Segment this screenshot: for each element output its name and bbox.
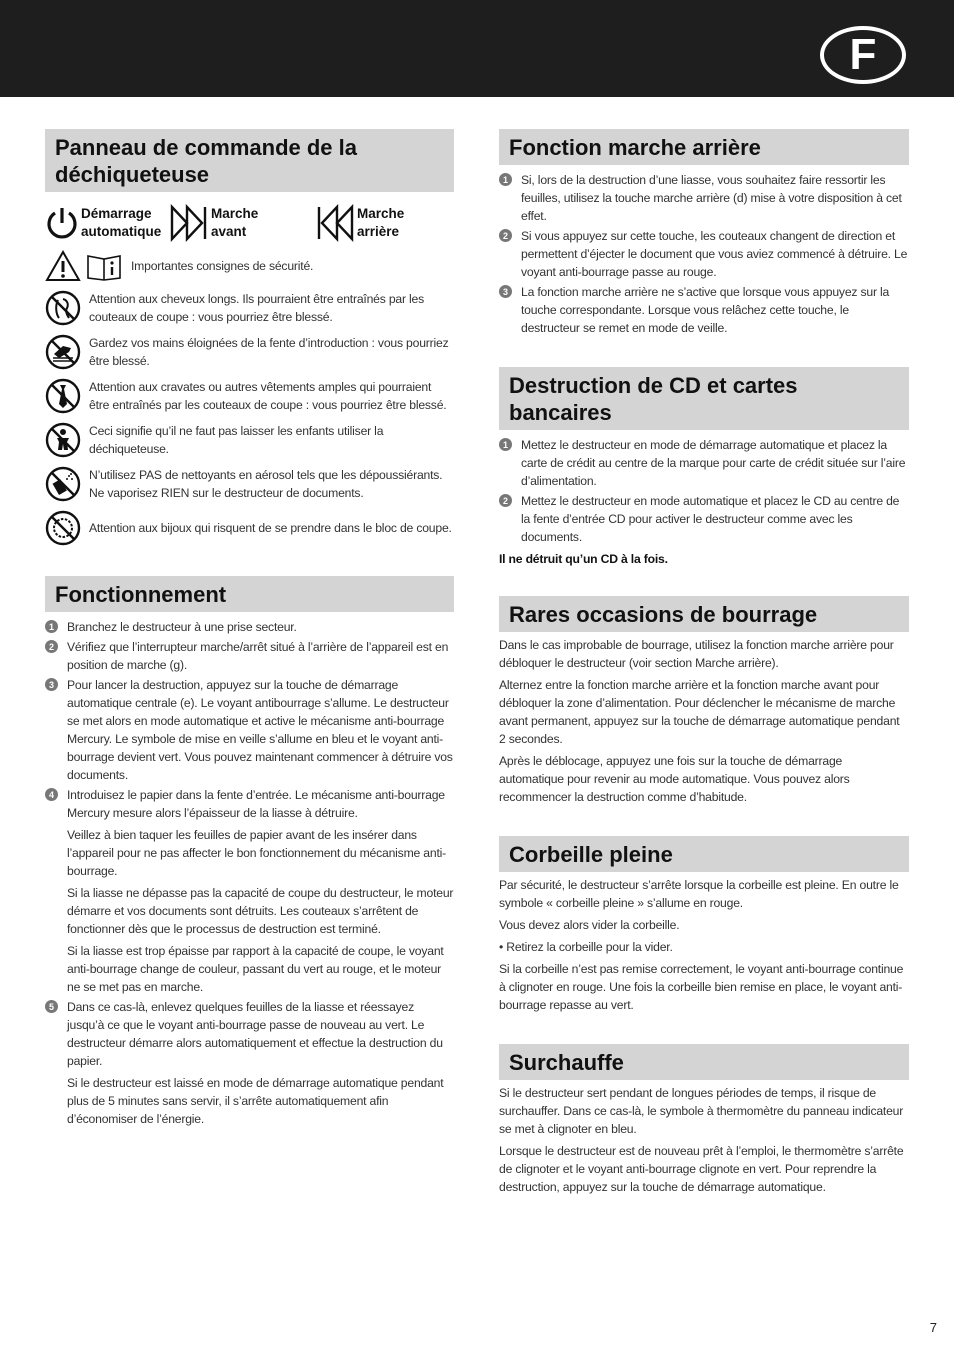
step-number: 3 <box>45 678 58 691</box>
warning-children <box>45 422 454 458</box>
control-reverse-label-1: Marche <box>357 206 405 221</box>
paragraph: Par sécurité, le destructeur s’arrête lorsque la corbeille est pleine. En outre le symbole « corbeille pleine » s’allume en rouge. <box>499 878 899 910</box>
control-auto-start-label-2: automatique <box>81 224 162 239</box>
step-text: La fonction marche arrière ne s’active que lorsque vous appuyez sur la touche correspondante. Lorsque vous relâchez cette touche, le destructeur se remet en mode de veille. <box>521 285 890 335</box>
warning-long-hair-text: Attention aux cheveux longs. Ils pourraient être entraînés par les couteaux de coupe : vous pourriez être blessé. <box>89 292 425 324</box>
reverse-list <box>499 171 909 337</box>
operation-list <box>45 618 454 1128</box>
list-item <box>45 786 454 822</box>
step-text: Mettez le destructeur en mode automatique et placez le CD au centre de la fente d’entrée CD pour activer le destructeur comme avec les documents. <box>521 494 900 544</box>
section-title-bin-full: Corbeille pleine <box>499 836 909 872</box>
step-number: 1 <box>499 438 512 451</box>
step-text: Dans ce cas-là, enlevez quelques feuilles de la liasse et réessayez jusqu’à ce que le voyant anti-bourrage passe de nouveau au vert. Le destructeur démarre alors automatiquement et effectue la destruction du papier. <box>67 1000 443 1068</box>
control-forward-label-1: Marche <box>211 206 259 221</box>
step-text: Vérifiez que l’interrupteur marche/arrêt situé à l’arrière de l’appareil est en position de marche (g). <box>67 640 449 672</box>
power-icon <box>45 205 79 241</box>
step-number: 4 <box>45 788 58 801</box>
step-paragraph: Si le destructeur est laissé en mode de démarrage automatique pendant plus de 5 minutes sans servir, il s’arrête automatiquement afin d’économiser de l’énergie. <box>67 1076 444 1126</box>
overheat-text <box>499 1084 909 1196</box>
warning-aerosol-text: N’utilisez PAS de nettoyants en aérosol tels que les dépoussiérants. Ne vaporisez RIEN sur le destructeur de documents. <box>89 468 443 500</box>
step-number: 2 <box>499 229 512 242</box>
no-long-hair-icon <box>45 290 81 326</box>
list-item <box>45 998 454 1070</box>
section-title-jam: Rares occasions de bourrage <box>499 596 909 632</box>
paragraph: • Retirez la corbeille pour la vider. <box>499 940 673 954</box>
section-title-operation: Fonctionnement <box>45 576 454 612</box>
fast-forward-icon <box>169 204 209 242</box>
step-number: 1 <box>45 620 58 633</box>
step-text: Introduisez le papier dans la fente d’entrée. Le mécanisme anti-bourrage Mercury mesure alors l’épaisseur de la liasse à détruire. <box>67 788 445 820</box>
paragraph: Après le déblocage, appuyez une fois sur la touche de démarrage automatique pour revenir au mode automatique. Vous pouvez alors recommencer la destruction comme d’habitude. <box>499 754 850 804</box>
paragraph: Vous devez alors vider la corbeille. <box>499 918 680 932</box>
paragraph: Si la corbeille n’est pas remise correctement, le voyant anti-bourrage continue à clignoter en rouge. Une fois la corbeille bien remise en place, le voyant anti-bourrage repasse au vert. <box>499 962 904 1012</box>
paragraph: Alternez entre la fonction marche arrière et la fonction marche avant pour débloquer la zone d’alimentation. Pour déclencher le mécanisme de marche avant permanent, appuyez sur la touche de démarrage automatique pendant 2 secondes. <box>499 678 900 746</box>
section-title-control-panel: Panneau de commande de la déchiqueteuse <box>45 129 454 192</box>
control-forward <box>169 204 315 242</box>
paragraph: Si le destructeur sert pendant de longues périodes de temps, il risque de surchauffer. Dans ce cas-là, le symbole à thermomètre du panneau indicateur se met à clignoter en bleu. <box>499 1086 904 1136</box>
section-title-cd: Destruction de CD et cartes bancaires <box>499 367 909 430</box>
control-auto-start <box>45 205 169 241</box>
safety-header-text: Importantes consignes de sécurité. <box>131 259 314 273</box>
warning-children-text: Ceci signifie qu’il ne faut pas laisser les enfants utiliser la déchiqueteuse. <box>89 424 384 456</box>
no-aerosol-icon <box>45 466 81 502</box>
warning-jewelry <box>45 510 454 546</box>
safety-header <box>45 250 454 282</box>
step-text: Si, lors de la destruction d’une liasse, vous souhaitez faire ressortir les feuilles, utilisez la touche marche arrière (d) mise à votre disposition à cet effet. <box>521 173 902 223</box>
list-item <box>499 171 909 225</box>
warning-aerosol <box>45 466 454 502</box>
step-paragraph: Si la liasse est trop épaisse par rapport à la capacité de coupe, le voyant anti-bourrage change de couleur, passant du vert au rouge, et le moteur ne se met pas en marche. <box>67 944 444 994</box>
list-item <box>45 676 454 784</box>
page-number: 7 <box>929 1320 937 1335</box>
header-bar <box>0 0 954 97</box>
step-number: 5 <box>45 1000 58 1013</box>
list-item <box>499 492 909 546</box>
control-forward-label-2: avant <box>211 224 247 239</box>
step-paragraph: Si la liasse ne dépasse pas la capacité de coupe du destructeur, le moteur démarre et vos documents sont détruits. Les couteaux s’arrêtent de fonctionner dès que le processus de destruction est terminé. <box>67 886 454 936</box>
cd-list <box>499 436 909 568</box>
list-item <box>499 283 909 337</box>
warning-tie-text: Attention aux cravates ou autres vêtements amples qui pourraient être entraînés par les couteaux de coupe : vous pourriez être blessé. <box>89 380 447 412</box>
step-text: Branchez le destructeur à une prise secteur. <box>67 620 297 634</box>
language-badge: F <box>820 26 906 84</box>
paragraph: Dans le cas improbable de bourrage, utilisez la fonction marche arrière pour débloquer le destructeur (voir section Marche arrière). <box>499 638 894 670</box>
warning-triangle-icon <box>45 250 81 282</box>
no-children-icon <box>45 422 81 458</box>
control-legend <box>45 204 454 242</box>
no-jewelry-icon <box>45 510 81 546</box>
warning-tie <box>45 378 454 414</box>
no-tie-icon <box>45 378 81 414</box>
right-column <box>499 129 909 1196</box>
warning-long-hair <box>45 290 454 326</box>
section-title-overheat: Surchauffe <box>499 1044 909 1080</box>
step-text: Pour lancer la destruction, appuyez sur la touche de démarrage automatique centrale (e). Le voyant antibourrage s’allume. Le destructeur se met alors en mode automatique et active le mécanisme anti-bourrage Mercury. Le symbole de mise en veille s’allume en bleu et le voyant anti-bourrage devient vert. Vous pouvez maintenant commencer à détruire vos documents. <box>67 678 453 782</box>
rewind-icon <box>315 204 355 242</box>
list-item <box>45 618 454 636</box>
bin-text <box>499 876 909 1014</box>
paragraph: Lorsque le destructeur est de nouveau prêt à l’emploi, le thermomètre s’arrête de clignoter et le voyant anti-bourrage clignote en vert. Pour reprendre la destruction, appuyez sur la touche de démarrage automatique. <box>499 1144 904 1194</box>
list-item <box>45 638 454 674</box>
jam-text <box>499 636 909 806</box>
step-text: Mettez le destructeur en mode de démarrage automatique et placez la carte de crédit au centre de la marque pour carte de crédit située sur l’aire d’alimentation. <box>521 438 906 488</box>
warning-jewelry-text: Attention aux bijoux qui risquent de se prendre dans le bloc de coupe. <box>89 521 452 535</box>
list-item <box>499 227 909 281</box>
step-number: 2 <box>499 494 512 507</box>
no-hands-icon <box>45 334 81 370</box>
section-title-reverse: Fonction marche arrière <box>499 129 909 165</box>
warning-hands-text: Gardez vos mains éloignées de la fente d’introduction : vous pourriez être blessé. <box>89 336 449 368</box>
cd-note: Il ne détruit qu’un CD à la fois. <box>499 552 668 566</box>
step-number: 3 <box>499 285 512 298</box>
step-text: Si vous appuyez sur cette touche, les couteaux changent de direction et permettent d’éjecter le document que vous aviez commencé à détruire. Le voyant anti-bourrage passe au rouge. <box>521 229 908 279</box>
control-auto-start-label-1: Démarrage <box>81 206 152 221</box>
step-number: 1 <box>499 173 512 186</box>
step-paragraph: Veillez à bien taquer les feuilles de papier avant de les insérer dans l’appareil pour ne pas affecter le bon fonctionnement du mécanisme anti-bourrage. <box>67 828 446 878</box>
step-number: 2 <box>45 640 58 653</box>
manual-info-icon <box>85 251 123 281</box>
left-column <box>45 129 454 1128</box>
control-reverse-label-2: arrière <box>357 224 400 239</box>
control-reverse <box>315 204 404 242</box>
list-item <box>499 436 909 490</box>
warning-hands <box>45 334 454 370</box>
